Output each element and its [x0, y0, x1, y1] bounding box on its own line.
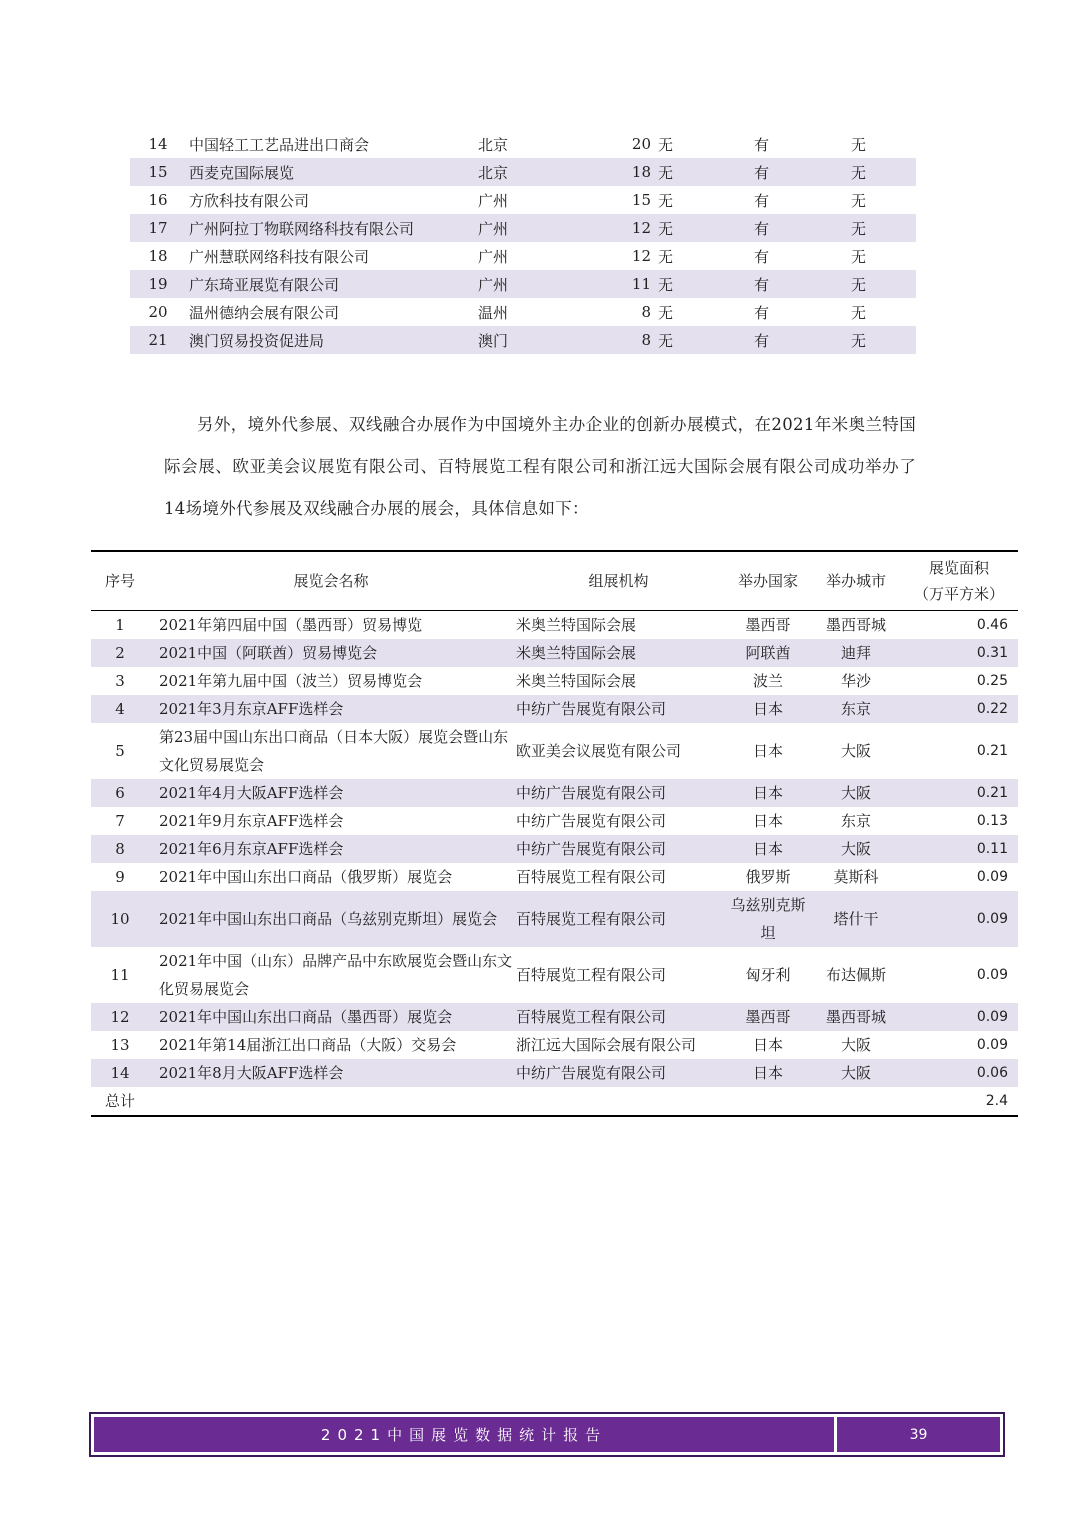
organizer: 百特展览工程有限公司 — [513, 1003, 724, 1031]
exhibition-area: 0.31 — [900, 639, 1018, 667]
exhibition-name: 2021年第四届中国（墨西哥）贸易博览 — [159, 616, 423, 634]
table-row — [130, 186, 916, 214]
body-paragraph: 另外，境外代参展、双线融合办展作为中国境外主办企业的创新办展模式，在2021年米奥兰特国际会展、欧亚美会议展览有限公司、百特展览工程有限公司和浙江远大国际会展有限公司成功举办了14场境外代参展及双线融合办展的展会，具体信息如下： — [164, 415, 916, 518]
table-row — [91, 667, 1018, 695]
host-country: 日本 — [752, 812, 783, 830]
flag-c: 无 — [851, 247, 867, 266]
row-number: 20 — [148, 303, 168, 321]
exhibition-area: 0.21 — [976, 743, 1008, 759]
host-country: 日本 — [724, 1059, 812, 1087]
organizer-name: 广东琦亚展览有限公司 — [186, 270, 478, 298]
exhibition-count: 8 — [578, 326, 658, 354]
table-row — [130, 130, 916, 158]
flag-b: 有 — [754, 247, 770, 266]
table-row — [130, 242, 916, 270]
row-number: 14 — [148, 135, 168, 153]
organizer-name: 广州慧联网络科技有限公司 — [189, 247, 370, 266]
organizer-city: 广州 — [478, 191, 509, 210]
exhibition-area: 0.09 — [976, 967, 1008, 983]
organizer: 百特展览工程有限公司 — [513, 891, 724, 947]
organizer-city: 温州 — [478, 303, 509, 322]
header-city: 举办城市 — [825, 572, 886, 590]
exhibition-name: 2021年中国山东出口商品（墨西哥）展览会 — [149, 1003, 513, 1031]
exhibition-name: 2021中国（阿联酋）贸易博览会 — [149, 639, 513, 667]
row-number: 14 — [91, 1059, 149, 1087]
row-number: 13 — [110, 1036, 130, 1054]
organizer: 米奥兰特国际会展 — [516, 616, 637, 634]
table-row — [91, 1003, 1018, 1031]
organizer-name: 澳门贸易投资促进局 — [186, 326, 478, 354]
host-city: 墨西哥城 — [825, 616, 886, 634]
table-row — [91, 807, 1018, 835]
table-row — [130, 158, 916, 186]
exhibition-name: 2021年第14届浙江出口商品（大阪）交易会 — [159, 1036, 457, 1054]
page-number: 39 — [909, 1426, 928, 1443]
flag-b: 有 — [754, 214, 851, 242]
table-row — [91, 639, 1018, 667]
host-city: 华沙 — [840, 672, 871, 690]
row-number: 16 — [148, 191, 168, 209]
table-row — [91, 723, 1018, 779]
exhibition-name: 2021年3月东京AFF选样会 — [149, 695, 513, 723]
table-row — [91, 947, 1018, 1003]
host-country: 乌兹别克斯坦 — [724, 891, 812, 947]
exhibition-name: 2021年9月东京AFF选样会 — [159, 812, 344, 830]
row-number: 10 — [91, 891, 149, 947]
exhibition-area: 0.25 — [976, 673, 1008, 689]
table-row — [91, 695, 1018, 723]
host-city: 墨西哥城 — [812, 1003, 900, 1031]
flag-a: 无 — [658, 326, 754, 354]
table-row — [130, 270, 916, 298]
host-country: 日本 — [724, 779, 812, 807]
organizer-name: 广州阿拉丁物联网络科技有限公司 — [186, 214, 478, 242]
host-country: 波兰 — [752, 672, 783, 690]
exhibition-area: 0.22 — [900, 695, 1018, 723]
total-label: 总计 — [105, 1092, 136, 1110]
organizer-name: 方欣科技有限公司 — [189, 191, 310, 210]
host-country: 日本 — [724, 835, 812, 863]
organizer-city: 广州 — [478, 247, 509, 266]
flag-a: 无 — [658, 191, 674, 210]
exhibition-area: 0.21 — [900, 779, 1018, 807]
row-number: 1 — [115, 616, 125, 634]
organizer: 浙江远大国际会展有限公司 — [516, 1036, 697, 1054]
row-number: 18 — [148, 247, 168, 265]
table-row — [91, 835, 1018, 863]
flag-c: 无 — [851, 214, 916, 242]
row-number: 21 — [130, 326, 186, 354]
flag-a: 无 — [658, 247, 674, 266]
organizer: 中纺广告展览有限公司 — [513, 835, 724, 863]
host-city: 大阪 — [812, 835, 900, 863]
header-area-line1: 展览面积 — [928, 559, 989, 577]
exhibition-count: 12 — [578, 214, 658, 242]
table-row — [130, 298, 916, 326]
host-country: 俄罗斯 — [745, 868, 791, 886]
exhibition-count: 18 — [578, 158, 658, 186]
host-country: 日本 — [752, 1036, 783, 1054]
exhibition-area: 0.46 — [976, 617, 1008, 633]
host-city: 布达佩斯 — [825, 966, 886, 984]
organizer: 米奥兰特国际会展 — [516, 672, 637, 690]
header-area — [900, 551, 1018, 611]
host-country: 日本 — [724, 695, 812, 723]
table-row — [91, 1031, 1018, 1059]
host-country: 阿联酋 — [724, 639, 812, 667]
exhibition-area: 0.11 — [900, 835, 1018, 863]
host-city: 大阪 — [840, 742, 871, 760]
organizer-city: 广州 — [478, 214, 578, 242]
organizer-city: 广州 — [478, 270, 578, 298]
flag-a: 无 — [658, 158, 754, 186]
exhibition-count: 8 — [641, 303, 651, 321]
table-row — [91, 1059, 1018, 1087]
exhibition-name: 2021年中国山东出口商品（乌兹别克斯坦）展览会 — [149, 891, 513, 947]
exhibition-name: 2021年第九届中国（波兰）贸易博览会 — [159, 672, 423, 690]
flag-a: 无 — [658, 214, 754, 242]
host-city: 东京 — [840, 812, 871, 830]
exhibition-count: 11 — [578, 270, 658, 298]
host-city: 莫斯科 — [833, 868, 879, 886]
table-row — [91, 863, 1018, 891]
organizer-city: 北京 — [478, 135, 509, 154]
row-number: 12 — [91, 1003, 149, 1031]
flag-b: 有 — [754, 270, 851, 298]
row-number: 5 — [115, 742, 125, 760]
exhibition-name: 2021年4月大阪AFF选样会 — [149, 779, 513, 807]
exhibition-area: 0.09 — [900, 891, 1018, 947]
host-country: 日本 — [752, 742, 783, 760]
header-org: 组展机构 — [588, 572, 649, 590]
host-country: 墨西哥 — [745, 616, 791, 634]
table-row — [130, 214, 916, 242]
organizer-list-table — [130, 130, 916, 354]
exhibition-area: 0.06 — [900, 1059, 1018, 1087]
exhibition-area: 0.09 — [900, 1003, 1018, 1031]
row-number: 11 — [110, 966, 130, 984]
flag-c: 无 — [851, 191, 867, 210]
exhibition-name: 2021年中国山东出口商品（俄罗斯）展览会 — [159, 868, 453, 886]
organizer-city: 澳门 — [478, 326, 578, 354]
organizer-city: 北京 — [478, 158, 578, 186]
total-value: 2.4 — [985, 1093, 1008, 1109]
flag-c: 无 — [851, 158, 916, 186]
organizer-name: 温州德纳会展有限公司 — [189, 303, 340, 322]
table-row — [91, 611, 1018, 640]
page-footer — [89, 1412, 1005, 1457]
header-area-line2: （万平方米） — [913, 585, 1004, 603]
table-header-row — [91, 551, 1018, 611]
flag-b: 有 — [754, 158, 851, 186]
organizer: 百特展览工程有限公司 — [516, 868, 667, 886]
row-number: 3 — [115, 672, 125, 690]
overseas-exhibitions-table — [91, 550, 1018, 1117]
table-row — [130, 326, 916, 354]
flag-b: 有 — [754, 326, 851, 354]
host-city: 东京 — [812, 695, 900, 723]
host-city: 塔什干 — [812, 891, 900, 947]
report-title: 2021中国展览数据统计报告 — [320, 1426, 608, 1444]
flag-a: 无 — [658, 135, 674, 154]
organizer: 中纺广告展览有限公司 — [513, 1059, 724, 1087]
row-number: 15 — [130, 158, 186, 186]
header-name: 展览会名称 — [293, 572, 369, 590]
host-country: 匈牙利 — [745, 966, 791, 984]
row-number: 7 — [115, 812, 125, 830]
organizer: 中纺广告展览有限公司 — [513, 695, 724, 723]
footer-band — [94, 1417, 1000, 1452]
flag-c: 无 — [851, 326, 916, 354]
flag-b: 有 — [754, 135, 770, 154]
exhibition-count: 12 — [631, 247, 651, 265]
exhibition-area: 0.09 — [976, 1037, 1008, 1053]
flag-b: 有 — [754, 303, 770, 322]
exhibition-name: 2021年6月东京AFF选样会 — [149, 835, 513, 863]
flag-c: 无 — [851, 303, 867, 322]
flag-a: 无 — [658, 303, 674, 322]
exhibition-area: 0.09 — [976, 869, 1008, 885]
host-city: 大阪 — [840, 1036, 871, 1054]
flag-c: 无 — [851, 135, 867, 154]
row-number: 17 — [130, 214, 186, 242]
exhibition-name: 第23届中国山东出口商品（日本大阪）展览会暨山东文化贸易展览会 — [159, 728, 509, 774]
organizer: 欧亚美会议展览有限公司 — [516, 742, 682, 760]
exhibition-count: 20 — [631, 135, 651, 153]
organizer-name: 西麦克国际展览 — [186, 158, 478, 186]
header-country: 举办国家 — [737, 572, 798, 590]
table-row — [91, 779, 1018, 807]
table-total-row — [91, 1087, 1018, 1116]
flag-c: 无 — [851, 270, 916, 298]
row-number: 4 — [91, 695, 149, 723]
organizer: 中纺广告展览有限公司 — [513, 779, 724, 807]
host-city: 迪拜 — [812, 639, 900, 667]
exhibition-name: 2021年中国（山东）品牌产品中东欧展览会暨山东文化贸易展览会 — [159, 952, 513, 998]
exhibition-area: 0.13 — [976, 813, 1008, 829]
organizer: 米奥兰特国际会展 — [513, 639, 724, 667]
exhibition-name: 2021年8月大阪AFF选样会 — [149, 1059, 513, 1087]
header-no: 序号 — [104, 572, 135, 590]
exhibition-count: 15 — [631, 191, 651, 209]
flag-b: 有 — [754, 191, 770, 210]
row-number: 2 — [91, 639, 149, 667]
host-city: 大阪 — [812, 779, 900, 807]
organizer: 中纺广告展览有限公司 — [516, 812, 667, 830]
table-row — [91, 891, 1018, 947]
row-number: 19 — [130, 270, 186, 298]
host-country: 墨西哥 — [724, 1003, 812, 1031]
row-number: 9 — [115, 868, 125, 886]
organizer-name: 中国轻工工艺品进出口商会 — [189, 135, 370, 154]
organizer: 百特展览工程有限公司 — [516, 966, 667, 984]
row-number: 6 — [91, 779, 149, 807]
host-city: 大阪 — [812, 1059, 900, 1087]
flag-a: 无 — [658, 270, 754, 298]
row-number: 8 — [91, 835, 149, 863]
